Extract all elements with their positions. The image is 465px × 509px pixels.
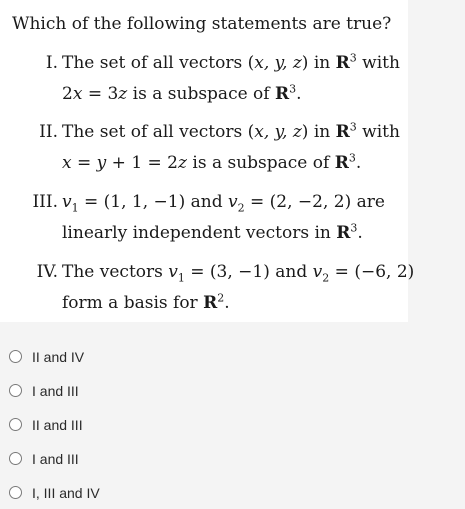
statement-line-2: form a basis for $R^2$. — [62, 291, 230, 313]
radio-button[interactable] — [9, 350, 22, 363]
answer-option-4[interactable] — [0, 445, 300, 475]
answer-option-label: I and III — [32, 383, 79, 399]
question-prompt: Which of the following statements are true? — [12, 14, 392, 34]
statement-numeral: IV. — [36, 262, 58, 282]
answer-option-label: II and III — [32, 417, 83, 433]
statement-line-1: The set of all vectors (x, y, z) in $R^3$ with — [62, 120, 400, 142]
statement-line-2: 2x = 3z is a subspace of $R^3$. — [62, 82, 302, 104]
radio-button[interactable] — [9, 384, 22, 397]
answer-option-label: I and III — [32, 451, 79, 467]
answer-option-1[interactable] — [0, 343, 300, 373]
statement-numeral: III. — [32, 192, 58, 212]
statement-line-1: $v_1 = (1$, 1, −1) and $v_2 = (2$, −2, 2) are — [62, 192, 385, 215]
statement-line-2: x = y + 1 = 2z is a subspace of $R^3$. — [62, 151, 362, 173]
statement-line-1: The set of all vectors (x, y, z) in $R^3$ with — [62, 51, 400, 73]
answer-option-label: I, III and IV — [32, 485, 100, 501]
answer-option-2[interactable] — [0, 377, 300, 407]
answer-option-5[interactable] — [0, 479, 300, 509]
radio-button[interactable] — [9, 486, 22, 499]
statement-numeral: I. — [45, 53, 58, 73]
radio-button[interactable] — [9, 452, 22, 465]
answer-option-3[interactable] — [0, 411, 300, 441]
statement-numeral: II. — [39, 122, 58, 142]
radio-button[interactable] — [9, 418, 22, 431]
statement-line-1: The vectors $v_1 = (3$, −1) and $v_2 = (-6$, 2) — [62, 262, 415, 285]
answer-option-label: II and IV — [32, 349, 85, 365]
statement-line-2: linearly independent vectors in $R^3$. — [62, 221, 363, 243]
